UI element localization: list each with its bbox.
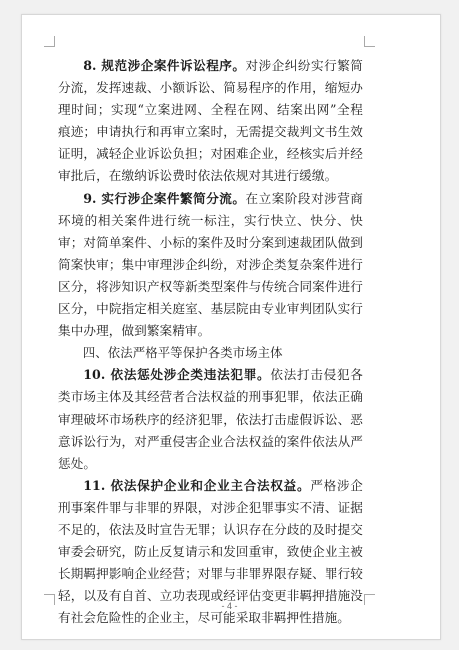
- section-heading: 四、依法严格平等保护各类市场主体: [82, 345, 283, 361]
- crop-mark-top-left: [44, 36, 55, 47]
- paragraph-9: [58, 188, 363, 343]
- paragraph-9-lead: 9. 实行涉企案件繁简分流。: [83, 190, 246, 206]
- document-body: [58, 55, 363, 629]
- crop-mark-top-right: [364, 36, 375, 47]
- paragraph-10-text: 依法打击侵犯各类市场主体及其经营者合法权益的刑事犯罪，依法正确审理破坏市场秩序的经济犯罪，依法打击虚假诉讼、恶意诉讼行为，对严重侵害企业合法权益的案件依法从严惩处。: [58, 367, 363, 471]
- paragraph-10: [58, 364, 363, 474]
- paragraph-10-lead: 10. 依法惩处涉企类违法犯罪。: [83, 367, 271, 383]
- paragraph-9-text: 在立案阶段对涉营商环境的相关案件进行统一标注，实行快立、快分、快审；对简单案件、小标的案件及时分案到速裁团队做到简案快审；集中审理涉企纠纷，对涉企类复杂案件进行区分，将涉知识产权等新类型案件与传统合同案件进行区分，中院指定相关庭室、基层院由专业审判团队实行集中办理，做到繁案精审。: [58, 190, 363, 339]
- page-number: - 4 -: [221, 601, 238, 611]
- paragraph-11-text: 严格涉企刑事案件罪与非罪的界限，对涉企犯罪事实不清、证据不足的，依法及时宣告无罪；认识存在分歧的及时提交审委会研究，防止反复请示和发回重审，致使企业主被长期羁押影响企业经营；对罪与非罪界限存疑、罪行较轻，以及有自首、立功表现或经评估变更非羁押措施没有社会危险性的企业主，尽可能采取非羁押性措施。: [58, 477, 363, 626]
- paragraph-8-text: 对涉企纠纷实行繁简分流，发挥速裁、小额诉讼、简易程序的作用，缩短办理时间；实现“立案进网、全程在网、结案出网”全程痕迹；申请执行和再审立案时，无需提交裁判文书生效证明，减轻企业诉讼负担；对困难企业，经核实后并经审批后，在缴纳诉讼费时依法依规对其进行缓缴。: [58, 58, 363, 184]
- paragraph-11-lead: 11. 依法保护企业和企业主合法权益。: [83, 477, 311, 493]
- paragraph-8-lead: 8. 规范涉企案件诉讼程序。: [83, 58, 246, 73]
- paragraph-8: [58, 55, 363, 188]
